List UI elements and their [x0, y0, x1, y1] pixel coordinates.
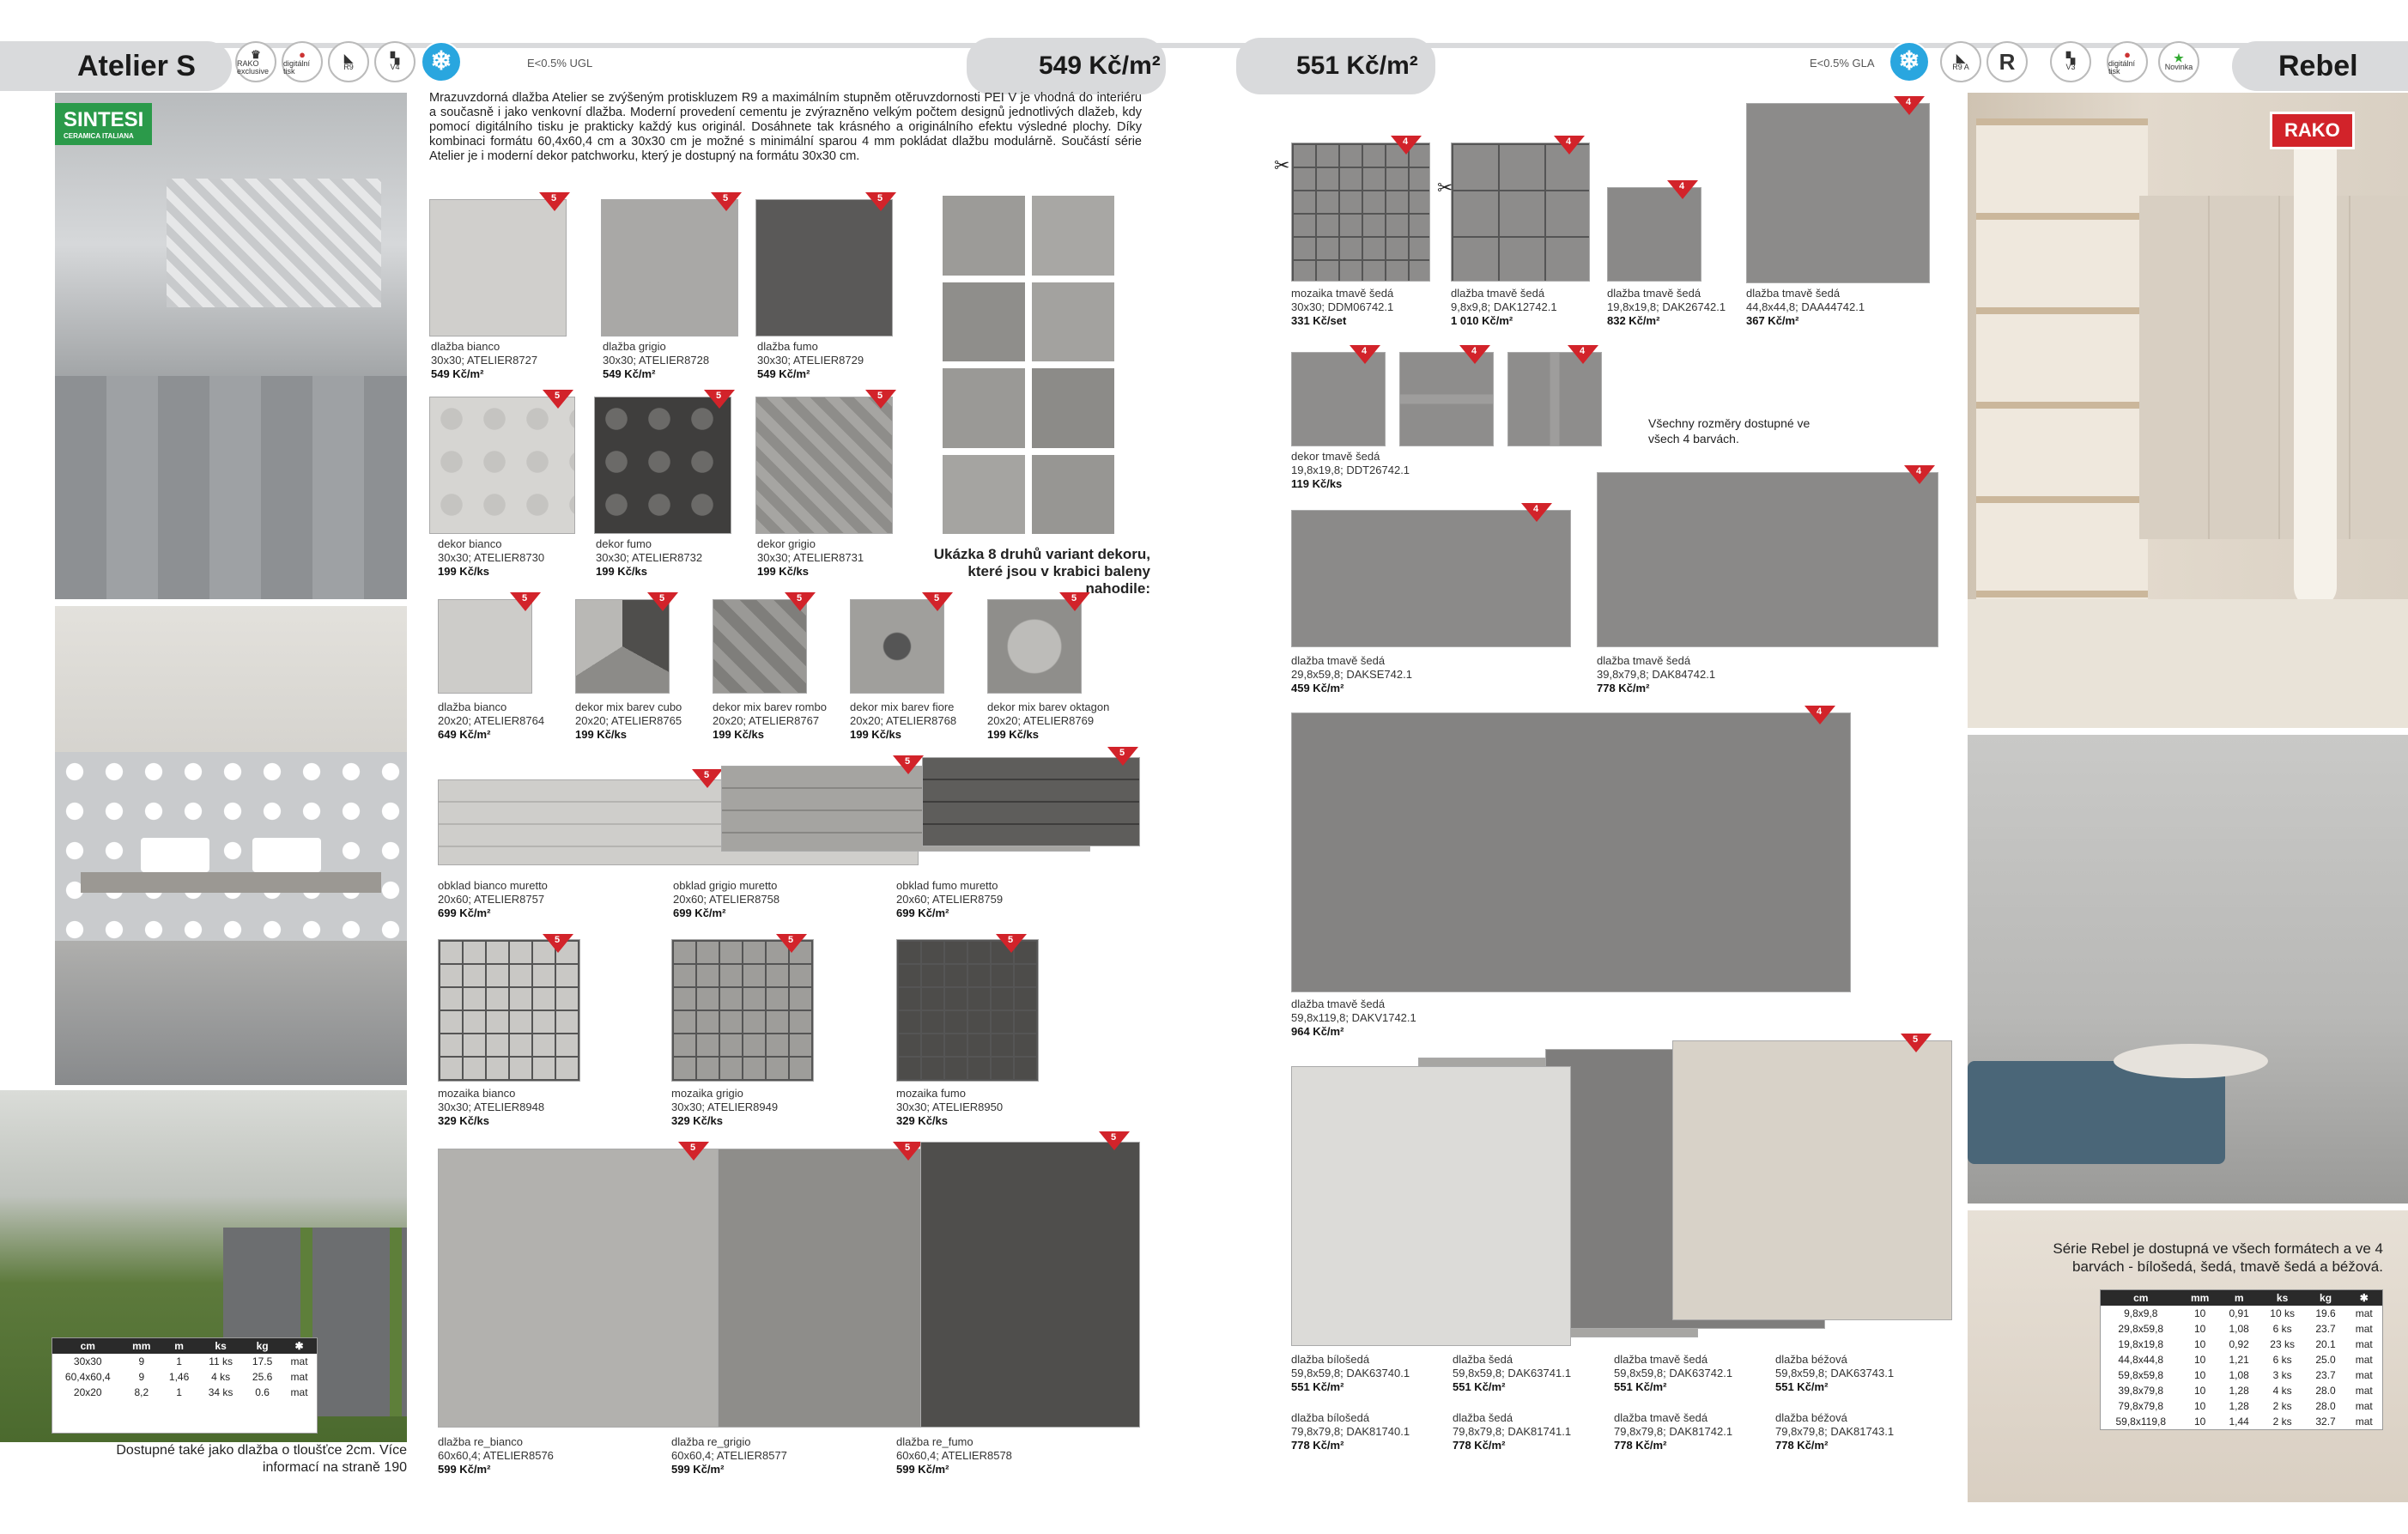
product-label: dlažba re_bianco 60x60,4; ATELIER8576 599 Kč/m²: [438, 1435, 554, 1476]
product-label: dlažba béžová 79,8x79,8; DAK81743.1 778 Kč/m²: [1775, 1411, 1895, 1452]
tile-image: [438, 939, 580, 1082]
badge-4: 4: [1391, 136, 1422, 155]
tile-image: [438, 1149, 721, 1428]
tile-image: [1672, 1040, 1952, 1320]
product-label: dekor mix barev oktagon 20x20; ATELIER8769 199 Kč/ks: [987, 700, 1110, 741]
badge-4: 4: [1804, 706, 1835, 725]
product-label: dlažba béžová 59,8x59,8; DAK63743.1 551 Kč/m²: [1775, 1353, 1895, 1393]
absorption-left: E<0.5% UGL: [527, 57, 593, 70]
badge-5: 5: [711, 192, 742, 211]
tile-image: [755, 397, 893, 534]
tile-image: [713, 599, 807, 694]
tile-image: [896, 939, 1039, 1082]
scissors-icon: ✂: [1274, 155, 1290, 176]
tile-image: [1607, 187, 1701, 282]
novinka-icon: ★ Novinka: [2158, 41, 2199, 82]
price-badge-left: 549 Kč/m²: [967, 38, 1166, 94]
badge-5: 5: [776, 934, 807, 953]
interior-photo-shelves: [1968, 93, 2408, 728]
product-label: dlažba tmavě šedá 44,8x44,8; DAA44742.1 367 Kč/m²: [1746, 287, 1865, 327]
product-label: dlažba tmavě šedá 59,8x119,8; DAKV1742.1 964 Kč/m²: [1291, 997, 1416, 1038]
product-label: obklad bianco muretto 20x60; ATELIER8757 699 Kč/m²: [438, 879, 548, 919]
tile-image: [429, 397, 575, 534]
product-label: dekor grigio 30x30; ATELIER8731 199 Kč/ks: [757, 537, 864, 578]
product-label: dlažba šedá 59,8x59,8; DAK63741.1 551 Kč/m²: [1453, 1353, 1572, 1393]
tile-image: [1507, 352, 1602, 446]
tile-image: [429, 199, 567, 337]
product-label: dlažba bílošedá 79,8x79,8; DAK81740.1 778 Kč/m²: [1291, 1411, 1410, 1452]
product-label: dekor tmavě šedá 19,8x19,8; DDT26742.1 119 Kč/ks: [1291, 450, 1410, 490]
badge-5: 5: [893, 1142, 924, 1161]
intro-text-left: Mrazuvzdorná dlažba Atelier se zvýšeným protiskluzem R9 a maximálním stupněm otěruvzdornosti PEI V je vhodná do interiéru a současně i jako venkovní dlažba. Moderní provedení cementu je zvýrazněno velkým počtem designů jednotlivých dlažeb, kdy pomocí digitálního tisku je prakticky každý kus originál. Dosáhnete tak krásného a originálního efektu výsledné plochy. Díky kombinaci formátu 60,4x60,4 cm a 30x30 cm je možné s minimální sparou 4 mm pokládat dlažbu modulárně. Součástí série Atelier je i moderní dekor patchworku, který je dostupný na formátu 30x30 cm.: [429, 91, 1142, 163]
product-label: dlažba bianco 20x20; ATELIER8764 649 Kč/m²: [438, 700, 545, 741]
tile-image: [920, 1142, 1140, 1428]
digital-print-icon: ● digitální tisk: [2107, 41, 2148, 82]
brand-logo-rako: RAKO: [2270, 112, 2355, 149]
product-label: dlažba grigio 30x30; ATELIER8728 549 Kč/m²: [603, 340, 710, 380]
tile-image: [1291, 142, 1430, 282]
series-title-left: Atelier S: [0, 41, 232, 91]
badge-5: 5: [647, 592, 678, 611]
badge-5: 5: [692, 769, 723, 788]
tile-image: [1451, 142, 1590, 282]
badge-4: 4: [1554, 136, 1585, 155]
tile-image: [922, 757, 1140, 846]
badge-5: 5: [510, 592, 541, 611]
tile-image: [987, 599, 1082, 694]
r9a-icon: ◣ R9 A: [1940, 41, 1981, 82]
product-label: dekor fumo 30x30; ATELIER8732 199 Kč/ks: [596, 537, 703, 578]
badge-5: 5: [543, 934, 573, 953]
tile-image: [850, 599, 944, 694]
tile-image: [671, 939, 814, 1082]
series-note-right: Série Rebel je dostupná ve všech formátech a ve 4 barvách - bílošedá, šedá, tmavě šedá a béžová.: [2053, 1240, 2383, 1275]
product-label: dlažba tmavě šedá 39,8x79,8; DAK84742.1 778 Kč/m²: [1597, 654, 1716, 694]
product-label: dekor bianco 30x30; ATELIER8730 199 Kč/ks: [438, 537, 545, 578]
badge-4: 4: [1904, 465, 1935, 484]
r9-icon: ◣ R9: [328, 41, 369, 82]
tile-image: [1597, 472, 1938, 647]
footnote-left: Dostupné také jako dlažba o tloušťce 2cm. Více informací na straně 190: [116, 1443, 407, 1475]
product-label: dlažba tmavě šedá 59,8x59,8; DAK63742.1 551 Kč/m²: [1614, 1353, 1733, 1393]
tile-image: [575, 599, 670, 694]
interior-photo-bathroom: [55, 606, 407, 1085]
badge-5: 5: [785, 592, 816, 611]
v4-icon: ▚ V4: [374, 41, 415, 82]
interior-photo-loft: [55, 93, 407, 599]
product-label: mozaika bianco 30x30; ATELIER8948 329 Kč/ks: [438, 1087, 545, 1127]
product-label: dlažba tmavě šedá 9,8x9,8; DAK12742.1 1 010 Kč/m²: [1451, 287, 1557, 327]
product-label: dlažba re_fumo 60x60,4; ATELIER8578 599 Kč/m²: [896, 1435, 1012, 1476]
product-label: dekor mix barev fiore 20x20; ATELIER8768 199 Kč/ks: [850, 700, 957, 741]
product-label: dlažba tmavě šedá 19,8x19,8; DAK26742.1 832 Kč/m²: [1607, 287, 1726, 327]
product-label: dlažba re_grigio 60x60,4; ATELIER8577 599 Kč/m²: [671, 1435, 787, 1476]
product-label: mozaika fumo 30x30; ATELIER8950 329 Kč/ks: [896, 1087, 1004, 1127]
tile-image: [1291, 510, 1571, 647]
product-label: mozaika tmavě šedá 30x30; DDM06742.1 331 Kč/set: [1291, 287, 1394, 327]
v3-icon: ▚ V3: [2050, 41, 2091, 82]
product-label: dekor mix barev rombo 20x20; ATELIER8767 199 Kč/ks: [713, 700, 827, 741]
digital-print-icon: ● digitální tisk: [282, 41, 323, 82]
badge-5: 5: [704, 390, 735, 409]
tile-image: [1291, 712, 1851, 992]
badge-4: 4: [1459, 345, 1490, 364]
badge-5: 5: [922, 592, 953, 611]
product-label: dlažba bianco 30x30; ATELIER8727 549 Kč/m²: [431, 340, 538, 380]
tile-image: [718, 1149, 924, 1428]
frost-icon: ❄: [1889, 41, 1930, 82]
decor-patchwork-grid: [943, 196, 1114, 534]
badge-5: 5: [539, 192, 570, 211]
tile-image: [601, 199, 738, 337]
scissors-icon: ✂: [1437, 177, 1453, 198]
rectified-icon: R: [1986, 41, 2028, 82]
product-label: dlažba tmavě šedá 79,8x79,8; DAK81742.1 778 Kč/m²: [1614, 1411, 1733, 1452]
product-label: dlažba šedá 79,8x79,8; DAK81741.1 778 Kč/m²: [1453, 1411, 1572, 1452]
product-label: dlažba tmavě šedá 29,8x59,8; DAKSE742.1 459 Kč/m²: [1291, 654, 1412, 694]
product-label: dlažba fumo 30x30; ATELIER8729 549 Kč/m²: [757, 340, 864, 380]
badge-5: 5: [893, 755, 924, 774]
brand-logo-sintesi: SINTESI CERAMICA ITALIANA: [55, 103, 152, 145]
rako-exclusive-icon: ♛ RAKO exclusive: [235, 41, 276, 82]
badge-5: 5: [543, 390, 573, 409]
badge-5: 5: [1901, 1034, 1932, 1052]
spec-table-right: cm mm m ks kg ✱ 9,8x9,8 10 0,91 10 ks 19.6 mat 29,8x59,8 10 1,08 6 ks 23.7 mat 19,8x19,8 10 0,92 23 ks 20.1 mat 44,8x44,8 10 1,21 6 ks 25.0 mat 59,8x59,8 10 1,08 3 ks 23.7 mat 39,8x79,8 10 1,28 4 ks 28.0 mat 79,8x79,8 10 1,28 2 ks 28.0 mat 59,8x119,8 10 1,44 2 ks 32.7 mat: [2100, 1289, 2383, 1430]
badge-4: 4: [1568, 345, 1598, 364]
badge-5: 5: [1099, 1131, 1130, 1150]
tile-image: [1291, 1066, 1571, 1346]
tile-image: [755, 199, 893, 337]
badge-5: 5: [1107, 747, 1138, 766]
spec-table-left: cm mm m ks kg ✱ 30x30 9 1 11 ks 17.5 mat 60,4x60,4 9 1,46 4 ks 25.6 mat 20x20 8,2 1 34 ks 0.6 mat: [52, 1337, 318, 1434]
tile-image: [1399, 352, 1494, 446]
tile-image: [1291, 352, 1386, 446]
availability-note: Všechny rozměry dostupné ve všech 4 barvách.: [1648, 416, 1811, 446]
series-title-right: Rebel: [2232, 41, 2408, 91]
badge-4: 4: [1894, 96, 1925, 115]
badge-5: 5: [1059, 592, 1090, 611]
badge-5: 5: [678, 1142, 709, 1161]
decor-note: Ukázka 8 druhů variant dekoru, které jsou v krabici baleny nahodile:: [933, 546, 1150, 597]
product-label: obklad grigio muretto 20x60; ATELIER8758 699 Kč/m²: [673, 879, 780, 919]
badge-4: 4: [1350, 345, 1380, 364]
tile-image: [594, 397, 731, 534]
tile-image: [438, 599, 532, 694]
badge-5: 5: [865, 390, 896, 409]
badge-5: 5: [996, 934, 1027, 953]
product-label: mozaika grigio 30x30; ATELIER8949 329 Kč/ks: [671, 1087, 779, 1127]
product-label: obklad fumo muretto 20x60; ATELIER8759 699 Kč/m²: [896, 879, 1004, 919]
tile-image: [1746, 103, 1930, 283]
frost-icon: ❄: [421, 41, 462, 82]
badge-5: 5: [865, 192, 896, 211]
price-badge-right: 551 Kč/m²: [1236, 38, 1435, 94]
badge-4: 4: [1667, 180, 1698, 199]
header-bar: [0, 0, 2408, 93]
absorption-right: E<0.5% GLA: [1810, 57, 1875, 70]
product-label: dlažba bílošedá 59,8x59,8; DAK63740.1 551 Kč/m²: [1291, 1353, 1410, 1393]
interior-photo-living: [1968, 735, 2408, 1204]
badge-4: 4: [1521, 503, 1552, 522]
product-label: dekor mix barev cubo 20x20; ATELIER8765 199 Kč/ks: [575, 700, 682, 741]
